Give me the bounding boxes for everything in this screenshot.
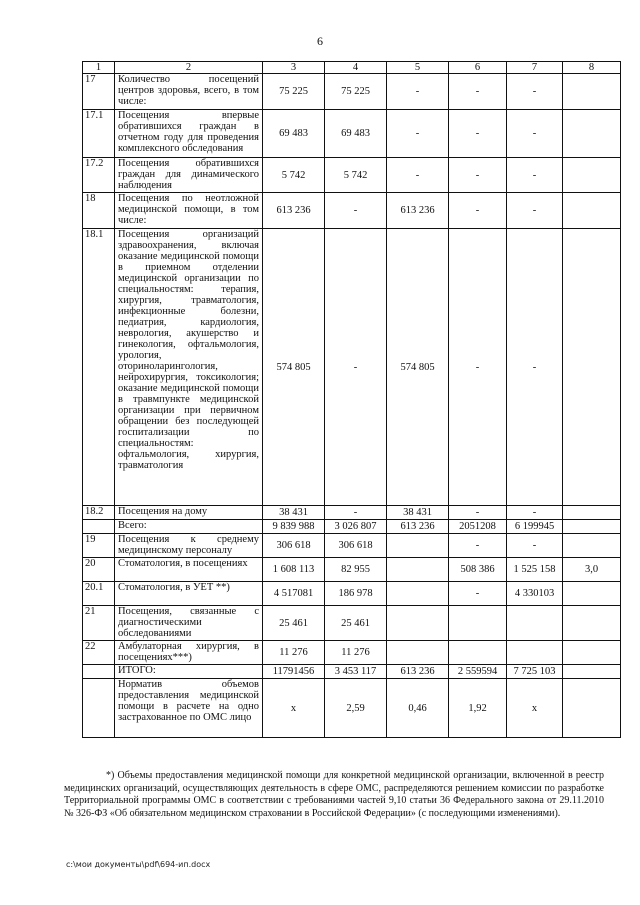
value-cell: 5 742 — [263, 158, 325, 193]
value-cell — [563, 193, 621, 229]
row-number-cell: 18.2 — [83, 506, 115, 520]
value-cell: 25 461 — [263, 606, 325, 641]
value-cell: 613 236 — [263, 193, 325, 229]
row-number-cell: 22 — [83, 641, 115, 665]
value-cell: - — [449, 534, 507, 558]
indicator-name-cell: Посещения впервые обратившихся граждан в отчетном году для проведения комплексного обследования — [115, 110, 263, 158]
row-number-cell: 17.1 — [83, 110, 115, 158]
row-number-cell: 18 — [83, 193, 115, 229]
column-header: 6 — [449, 62, 507, 74]
row-number-cell: 20 — [83, 558, 115, 582]
table-body — [83, 62, 621, 738]
value-cell — [563, 74, 621, 110]
value-cell: - — [387, 74, 449, 110]
value-cell: 69 483 — [263, 110, 325, 158]
value-cell: 38 431 — [387, 506, 449, 520]
value-cell: 574 805 — [263, 229, 325, 506]
table-row — [83, 193, 621, 229]
value-cell: 25 461 — [325, 606, 387, 641]
value-cell: 574 805 — [387, 229, 449, 506]
value-cell: 2,59 — [325, 679, 387, 738]
value-cell — [563, 229, 621, 506]
value-cell — [387, 558, 449, 582]
value-cell: 69 483 — [325, 110, 387, 158]
table-row — [83, 606, 621, 641]
medical-care-volume-table — [82, 61, 621, 738]
value-cell — [449, 641, 507, 665]
indicator-name-cell: Всего: — [115, 520, 263, 534]
value-cell: 7 725 103 — [507, 665, 563, 679]
indicator-name-cell: Посещения по неотложной медицинской помощи, в том числе: — [115, 193, 263, 229]
value-cell: 11 276 — [325, 641, 387, 665]
column-header: 7 — [507, 62, 563, 74]
value-cell — [507, 641, 563, 665]
page-number: 6 — [317, 34, 323, 48]
table-row — [83, 534, 621, 558]
column-header: 8 — [563, 62, 621, 74]
value-cell: - — [387, 158, 449, 193]
row-number-cell: 19 — [83, 534, 115, 558]
value-cell: 11 276 — [263, 641, 325, 665]
value-cell: 306 618 — [263, 534, 325, 558]
value-cell: 1 608 113 — [263, 558, 325, 582]
value-cell: - — [507, 193, 563, 229]
value-cell: 508 386 — [449, 558, 507, 582]
indicator-name-cell: Посещения, связанные с диагностическими обследованиями — [115, 606, 263, 641]
table-row — [83, 229, 621, 506]
table-row — [83, 665, 621, 679]
value-cell: 3 026 807 — [325, 520, 387, 534]
indicator-name-cell: Посещения на дому — [115, 506, 263, 520]
value-cell: x — [263, 679, 325, 738]
value-cell: - — [325, 506, 387, 520]
indicator-name-cell: Стоматология, в УЕТ **) — [115, 582, 263, 606]
value-cell: - — [449, 110, 507, 158]
value-cell: - — [507, 110, 563, 158]
value-cell: 613 236 — [387, 193, 449, 229]
value-cell — [563, 582, 621, 606]
value-cell: 1 525 158 — [507, 558, 563, 582]
row-number-cell: 21 — [83, 606, 115, 641]
value-cell: 82 955 — [325, 558, 387, 582]
value-cell: - — [507, 229, 563, 506]
value-cell: 9 839 988 — [263, 520, 325, 534]
value-cell: 2 559594 — [449, 665, 507, 679]
row-number-cell: 18.1 — [83, 229, 115, 506]
value-cell — [563, 506, 621, 520]
value-cell — [563, 665, 621, 679]
file-path: c:\мои документы\pdf\694-ип.docx — [66, 860, 211, 869]
table-row — [83, 520, 621, 534]
value-cell: - — [325, 193, 387, 229]
value-cell: 1,92 — [449, 679, 507, 738]
value-cell: 2051208 — [449, 520, 507, 534]
indicator-name-cell: Стоматология, в посещениях — [115, 558, 263, 582]
row-number-cell — [83, 665, 115, 679]
column-header: 1 — [83, 62, 115, 74]
row-number-cell: 20.1 — [83, 582, 115, 606]
value-cell — [563, 520, 621, 534]
value-cell — [563, 641, 621, 665]
value-cell: 6 199945 — [507, 520, 563, 534]
value-cell: - — [449, 193, 507, 229]
value-cell: - — [325, 229, 387, 506]
column-header: 5 — [387, 62, 449, 74]
indicator-name-cell: Амбулаторная хирургия, в посещениях***) — [115, 641, 263, 665]
indicator-name-cell: Посещения организаций здравоохранения, включая оказание медицинской помощи в приемном отделении медицинской организации по специальностям: терапия, хирургия, травматология, инфекционные болезни, педиатрия, кардиология, неврология, акушерство и гинекология, офтальмология, урология, оториноларингология, нейрохирургия, токсикология; оказание медицинской помощи в травмпункте медицинской организации при первичном обращении без последующей госпитализации по специальностям: офтальмология, хирургия, травматология — [115, 229, 263, 506]
value-cell: - — [507, 534, 563, 558]
value-cell: 613 236 — [387, 520, 449, 534]
value-cell: - — [449, 506, 507, 520]
value-cell: 75 225 — [263, 74, 325, 110]
value-cell: - — [387, 110, 449, 158]
value-cell — [507, 606, 563, 641]
value-cell: - — [449, 229, 507, 506]
indicator-name-cell: Посещения к среднему медицинскому персоналу — [115, 534, 263, 558]
value-cell — [387, 641, 449, 665]
table-row — [83, 506, 621, 520]
value-cell — [387, 534, 449, 558]
column-header: 3 — [263, 62, 325, 74]
table-row — [83, 158, 621, 193]
column-number-header-row — [83, 62, 621, 74]
value-cell: 5 742 — [325, 158, 387, 193]
value-cell: 4 517081 — [263, 582, 325, 606]
indicator-name-cell: ИТОГО: — [115, 665, 263, 679]
value-cell: 3 453 117 — [325, 665, 387, 679]
value-cell: 3,0 — [563, 558, 621, 582]
value-cell: - — [449, 582, 507, 606]
value-cell: 4 330103 — [507, 582, 563, 606]
indicator-name-cell: Норматив объемов предоставления медицинской помощи в расчете на одно застрахованное по ОМС лицо — [115, 679, 263, 738]
column-header: 2 — [115, 62, 263, 74]
row-number-cell: 17 — [83, 74, 115, 110]
table-row — [83, 74, 621, 110]
table-row — [83, 641, 621, 665]
value-cell: 613 236 — [387, 665, 449, 679]
row-number-cell — [83, 679, 115, 738]
value-cell — [563, 679, 621, 738]
value-cell: - — [507, 158, 563, 193]
value-cell: - — [449, 158, 507, 193]
value-cell: 11791456 — [263, 665, 325, 679]
footnote: *) Объемы предоставления медицинской помощи для конкретной медицинской организации, включенной в реестр медицинских организаций, осуществляющих деятельность в сфере ОМС, распределяются решением комиссии по разработке Территориальной программы ОМС в соответствии с требованиями частей 9,10 статьи 36 Федерального закона от 29.11.2010 № 326-ФЗ «Об обязательном медицинском страховании в Российской Федерации» (с последующими изменениями). — [64, 770, 604, 819]
value-cell: 38 431 — [263, 506, 325, 520]
row-number-cell: 17.2 — [83, 158, 115, 193]
table-row — [83, 679, 621, 738]
value-cell — [563, 606, 621, 641]
value-cell — [563, 110, 621, 158]
value-cell — [563, 534, 621, 558]
value-cell: 186 978 — [325, 582, 387, 606]
value-cell — [449, 606, 507, 641]
value-cell: 0,46 — [387, 679, 449, 738]
value-cell: - — [449, 74, 507, 110]
indicator-name-cell: Количество посещений центров здоровья, всего, в том числе: — [115, 74, 263, 110]
table-row — [83, 110, 621, 158]
value-cell: - — [507, 74, 563, 110]
value-cell: 75 225 — [325, 74, 387, 110]
value-cell — [387, 606, 449, 641]
row-number-cell — [83, 520, 115, 534]
value-cell: 306 618 — [325, 534, 387, 558]
value-cell: - — [507, 506, 563, 520]
table-row — [83, 582, 621, 606]
value-cell — [563, 158, 621, 193]
table-row — [83, 558, 621, 582]
indicator-name-cell: Посещения обратившихся граждан для динамического наблюдения — [115, 158, 263, 193]
value-cell — [387, 582, 449, 606]
value-cell: x — [507, 679, 563, 738]
column-header: 4 — [325, 62, 387, 74]
